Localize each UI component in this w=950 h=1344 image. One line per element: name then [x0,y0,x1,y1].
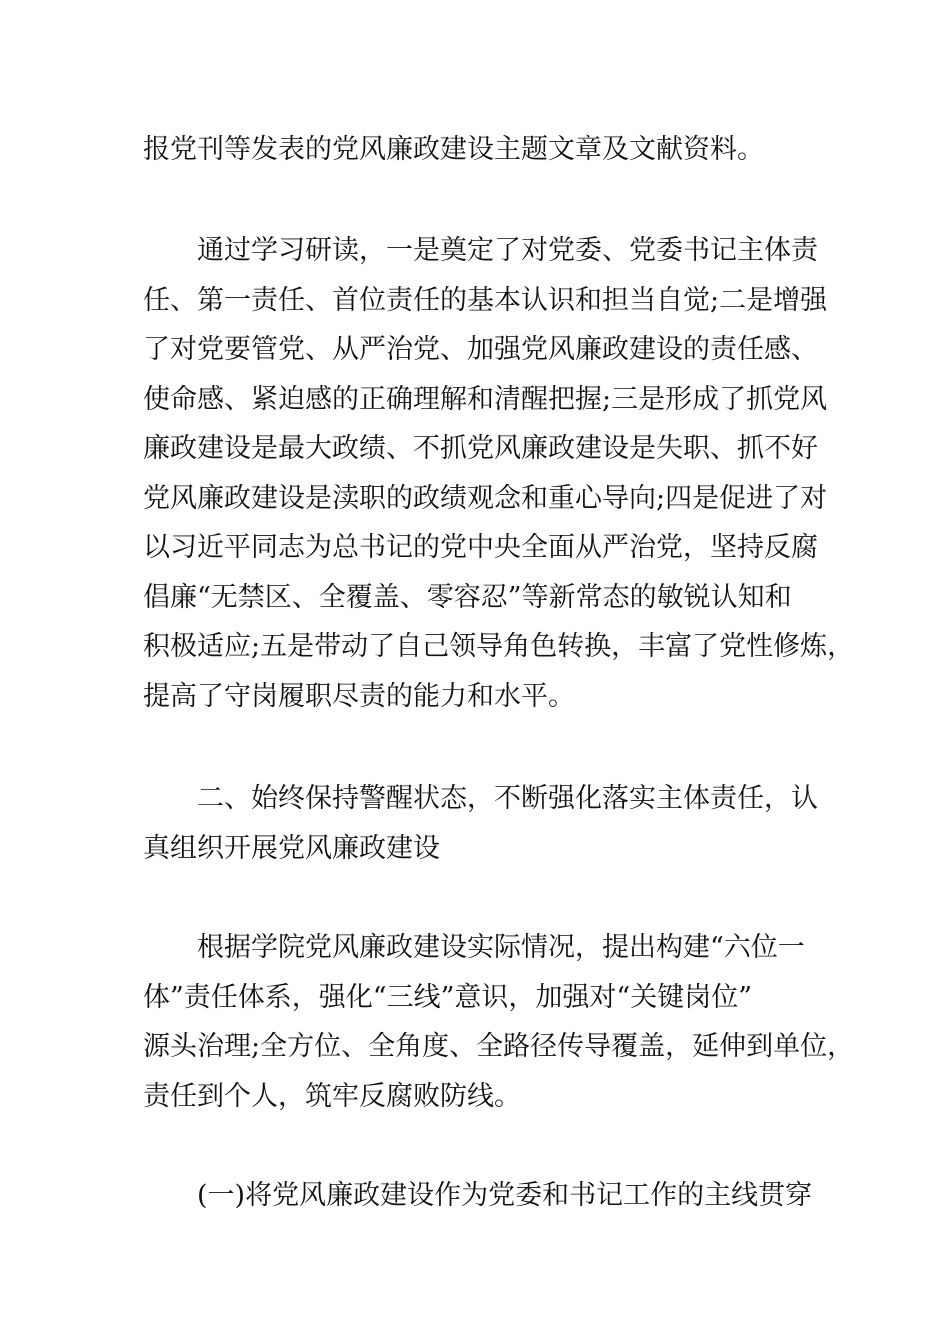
text-line: 任、第一责任、首位责任的基本认识和担当自觉;二是增强 [143,284,828,316]
text-line: 真组织开展党风廉政建设 [143,832,440,864]
paragraph-study-results [143,226,855,721]
text-line: 党风廉政建设是渎职的政绩观念和重心导向;四是促进了对 [143,482,828,514]
text-line: 通过学习研读，一是奠定了对党委、党委书记主体责 [197,235,818,266]
text-line: 报党刊等发表的党风廉政建设主题文章及文献资料。 [143,134,764,165]
text-line: 廉政建设是最大政绩、不抓党风廉政建设是失职、抓不好 [143,433,818,464]
text-line: (一)将党风廉政建设作为党委和书记工作的主线贯穿 [197,1180,813,1211]
text-line: 积极适应;五是带动了自己领导角色转换，丰富了党性修炼， [143,631,855,662]
paragraph-six-in-one [143,923,855,1121]
text-line: 责任到个人，筑牢反腐败防线。 [143,1080,521,1112]
text-line: 二、始终保持警醒状态，不断强化落实主体责任，认 [197,783,818,814]
text-line: 源头治理;全方位、全角度、全路径传导覆盖，延伸到单位， [143,1031,855,1062]
section-heading-two [143,774,843,873]
text-line: 了对党要管党、从严治党、加强党风廉政建设的责任感、 [143,334,818,365]
text-line: 以习近平同志为总书记的党中央全面从严治党，坚持反腐 [143,532,818,563]
paragraph-continuation [143,125,843,175]
text-line: 倡廉“无禁区、全覆盖、零容忍”等新常态的敏锐认知和 [143,581,792,613]
text-line: 体”责任体系，强化“三线”意识，加强对“关键岗位” [143,981,753,1013]
text-line: 提高了守岗履职尽责的能力和水平。 [143,680,575,712]
subsection-heading-one [143,1171,843,1221]
text-line: 根据学院党风廉政建设实际情况，提出构建“六位一 [197,932,805,963]
text-line: 使命感、紧迫感的正确理解和清醒把握;三是形成了抓党风 [143,383,828,415]
